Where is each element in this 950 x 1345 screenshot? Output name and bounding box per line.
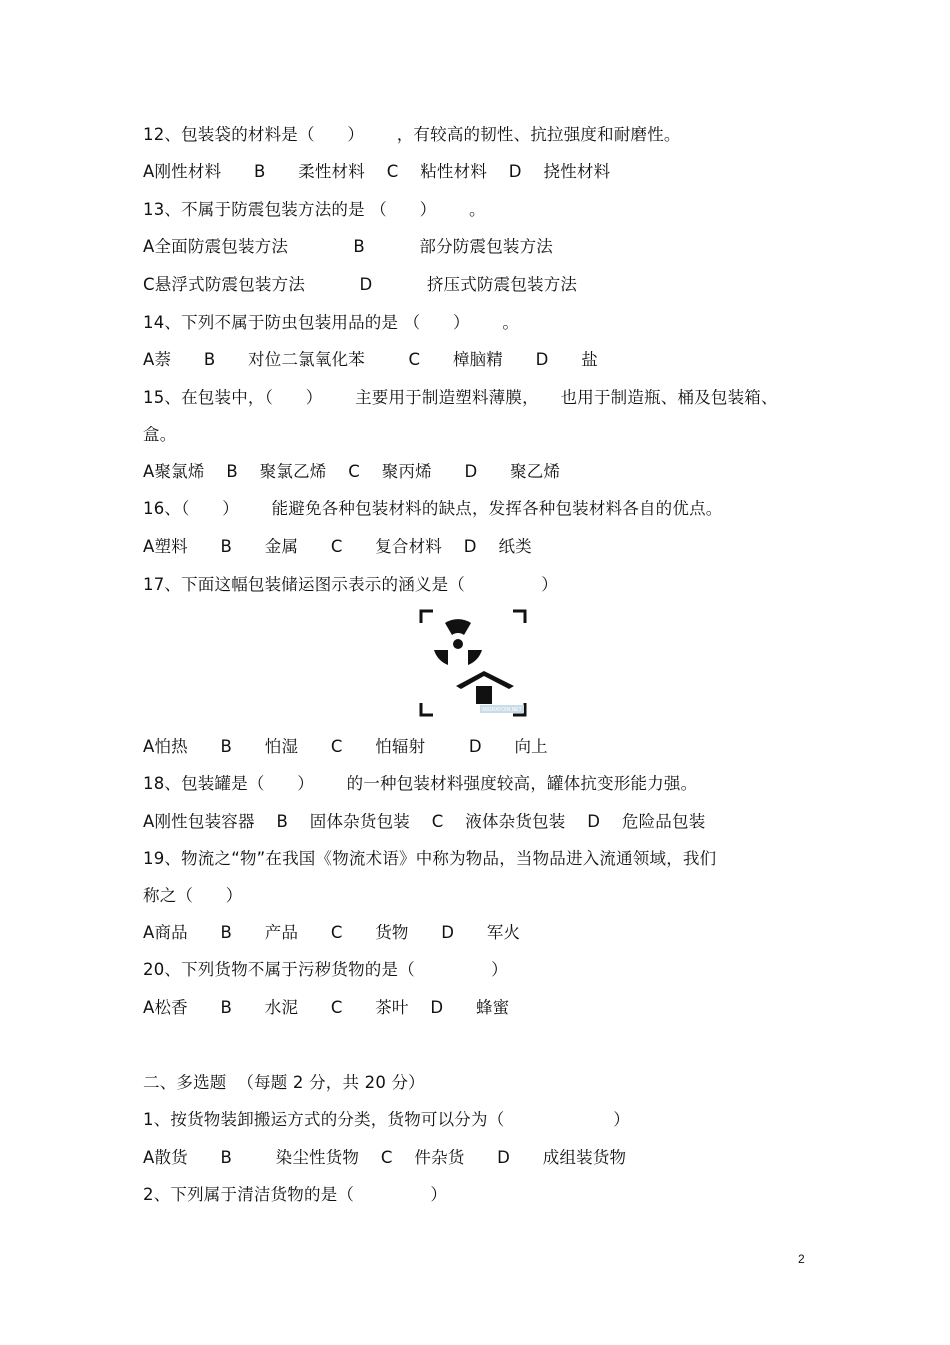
- shelter-icon: [456, 671, 514, 704]
- q20-stem: 20、下列货物不属于污秽货物的是（ ）: [143, 960, 508, 979]
- watermark-text: MIGRATOIN.NET: [482, 707, 522, 713]
- q19-stem: 19、物流之“物”在我国《物流术语》中称为物品，当物品进入流通领域，我们: [143, 849, 717, 868]
- radiation-icon: [434, 619, 482, 665]
- radiation-symbol-image: [418, 608, 528, 718]
- q15-stem-cont: 盒。: [143, 425, 177, 444]
- q14-options: A萘 B 对位二氯氧化苯 C 樟脑精 D 盐: [143, 350, 598, 369]
- q15-stem: 15、在包装中，（ ） 主要用于制造塑料薄膜， 也用于制造瓶、桶及包装箱、: [143, 388, 778, 407]
- q19-stem-cont: 称之（ ）: [143, 886, 243, 905]
- q19-options: A商品 B 产品 C 货物 D 军火: [143, 923, 521, 942]
- mq2-stem: 2、下列属于清洁货物的是（ ）: [143, 1185, 448, 1204]
- q20-options: A松香 B 水泥 C 茶叶 D 蜂蜜: [143, 998, 510, 1017]
- q14-stem: 14、下列不属于防虫包装用品的是 （ ） 。: [143, 313, 520, 332]
- q17-options: A怕热 B 怕湿 C 怕辐射 D 向上: [143, 737, 548, 756]
- q18-stem: 18、包装罐是（ ） 的一种包装材料强度较高，罐体抗变形能力强。: [143, 774, 698, 793]
- q15-options: A聚氯烯 B 聚氯乙烯 C 聚丙烯 D 聚乙烯: [143, 462, 561, 481]
- q16-stem: 16、（ ） 能避免各种包装材料的缺点，发挥各种包装材料各自的优点。: [143, 499, 723, 518]
- q17-stem: 17、下面这幅包装储运图示表示的涵义是（ ）: [143, 575, 558, 594]
- q12-stem: 12、包装袋的材料是（ ） ，有较高的韧性、抗拉强度和耐磨性。: [143, 125, 681, 144]
- q13-options-cd: C悬浮式防震包装方法 D 挤压式防震包装方法: [143, 275, 578, 294]
- q13-options-ab: A全面防震包装方法 B 部分防震包装方法: [143, 237, 553, 256]
- q18-options: A刚性包装容器 B 固体杂货包装 C 液体杂货包装 D 危险品包装: [143, 812, 706, 831]
- mq1-stem: 1、按货物装卸搬运方式的分类，货物可以分为（ ）: [143, 1110, 630, 1129]
- page-number: 2: [798, 1252, 805, 1266]
- q12-options: A刚性材料 B 柔性材料 C 粘性材料 D 挠性材料: [143, 162, 611, 181]
- corner-brackets: [421, 611, 525, 715]
- section-two-heading: 二、多选题 （每题 2 分，共 20 分）: [143, 1073, 425, 1092]
- mq1-options: A散货 B 染尘性货物 C 件杂货 D 成组装货物: [143, 1148, 627, 1167]
- q16-options: A塑料 B 金属 C 复合材料 D 纸类: [143, 537, 532, 556]
- q13-stem: 13、不属于防震包装方法的是 （ ） 。: [143, 200, 486, 219]
